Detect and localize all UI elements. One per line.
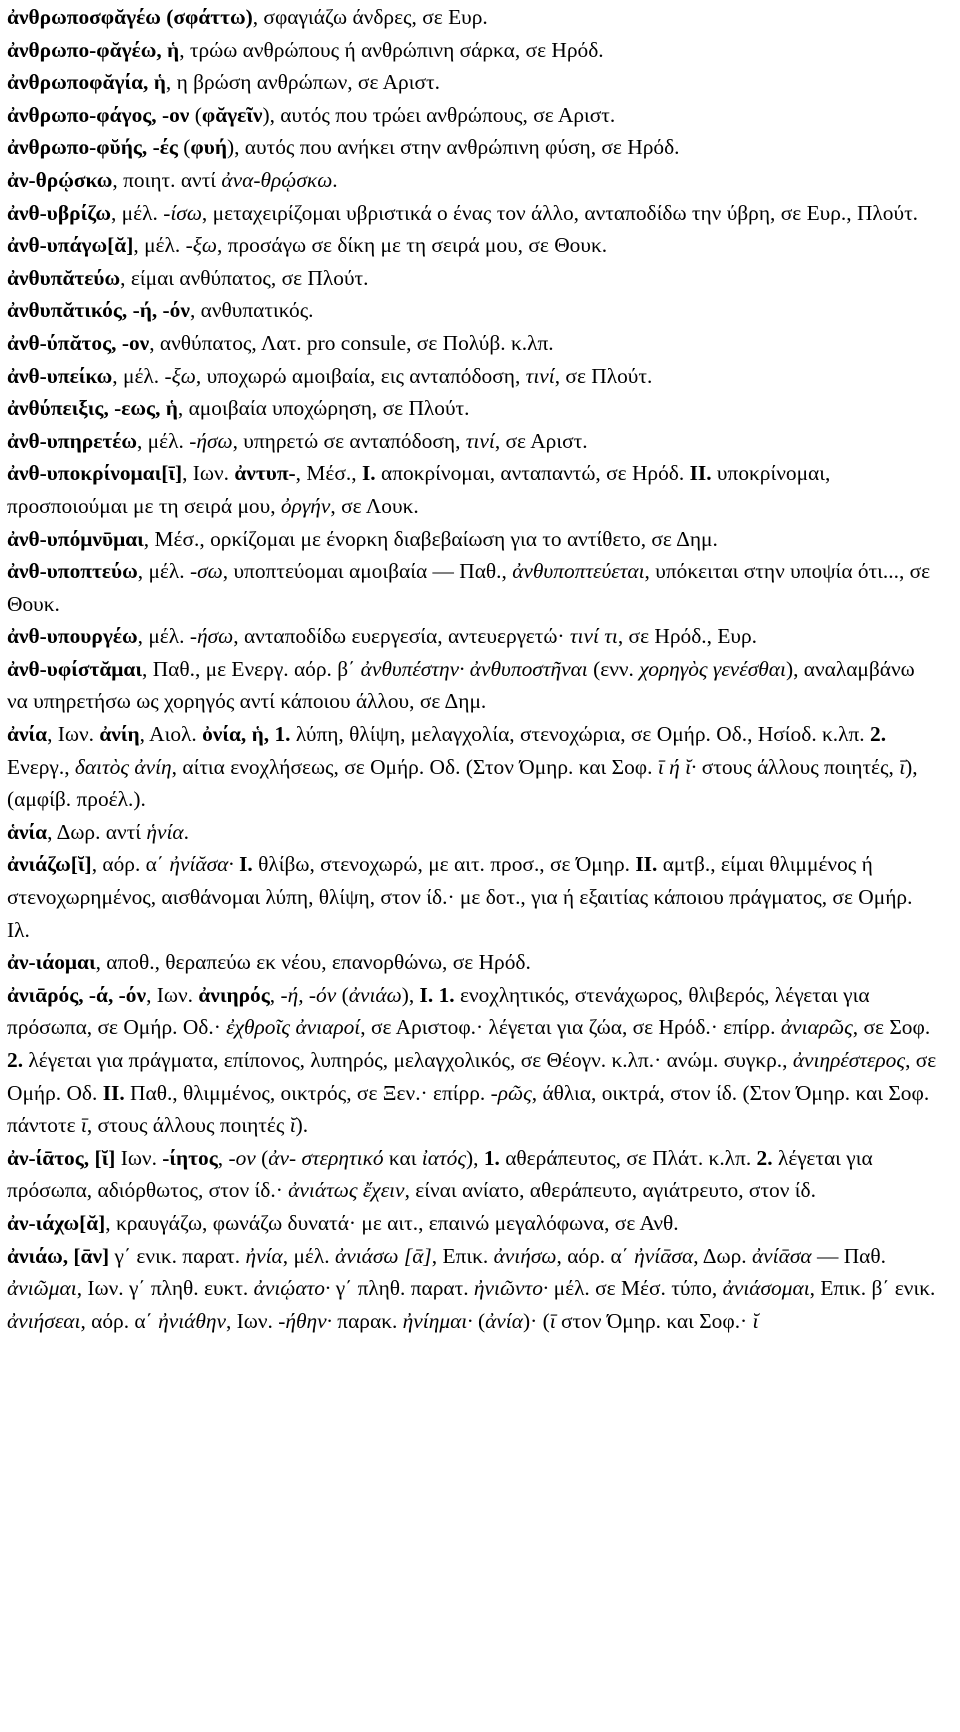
entry-italic-text: ἀνθυπέστην· ἀνθυποστῆναι	[360, 656, 588, 681]
entry-text: γ΄ πληθ. παρατ.	[330, 1276, 474, 1301]
entry-text: Ιων.	[115, 1145, 163, 1170]
dictionary-entry	[7, 946, 940, 979]
entry-text: , Επικ. β΄ ενικ.	[809, 1276, 936, 1301]
dictionary-entry	[7, 229, 940, 262]
dictionary-entry	[7, 327, 940, 360]
entry-text: , υπόκειται στην υποψία ότι..., σε Θουκ.	[7, 559, 931, 616]
entry-italic-text: -σω	[189, 559, 223, 584]
dictionary-entry	[7, 816, 940, 849]
entry-italic-text: ἀνιήσεαι	[7, 1308, 81, 1333]
entry-italic-text: ἠνίᾰσα·	[169, 852, 234, 877]
entry-text: , αίτια ενοχλήσεως, σε Ομήρ. Οδ. (Στον Όμηρ. και Σοφ.	[171, 754, 658, 779]
entry-text: , μέλ.	[133, 233, 186, 258]
entry-italic-text: -ήθην·	[278, 1308, 332, 1333]
entry-italic-text: ἀνιήσω	[493, 1243, 557, 1268]
entry-text: , τρώω ανθρώπους ή ανθρώπινη σάρκα, σε Ηρόδ.	[179, 37, 604, 62]
entry-text: , Ιων.	[182, 461, 235, 486]
entry-text: )· (	[522, 1308, 550, 1333]
entry-italic-text: -ήσω	[189, 624, 234, 649]
entry-text: ,	[217, 1145, 229, 1170]
entry-italic-text: -ήσω	[189, 428, 233, 453]
entry-italic-text: -ίσω	[163, 200, 202, 225]
entry-text: , Δωρ. αντί	[47, 819, 147, 844]
entry-text: ενοχλητικός, στενάχωρος, θλιβερός, λέγεται για πρόσωπα, σε Ομήρ. Οδ.·	[7, 982, 870, 1040]
entry-italic-text: ἀνιάσομαι	[722, 1276, 810, 1301]
entry-text: , στους άλλους ποιητές	[86, 1113, 290, 1138]
entry-italic-text: ἠνίημαι·	[402, 1308, 473, 1333]
entry-text: , Ιων.	[225, 1308, 279, 1333]
entry-italic-text: ἀνιῴατο·	[253, 1276, 331, 1301]
entry-headword: ἀν-ιάομαι	[7, 950, 96, 975]
entry-headword: 1.	[483, 1145, 500, 1170]
entry-headword: II.	[102, 1080, 125, 1105]
entry-text: ), αναλαμβάνω να υπηρετήσω ως χορηγός αντί κάποιου άλλου, σε Δημ.	[7, 656, 915, 714]
entry-headword: ἀν-ίᾱτος, [ῐ]	[7, 1145, 116, 1170]
entry-text: αθεράπευτος, σε Πλάτ. κ.λπ.	[499, 1145, 757, 1170]
entry-headword: ἀνιηρός	[198, 982, 270, 1007]
entry-text: Παθ., θλιμμένος, οικτρός, σε Ξεν.· επίρρ.	[124, 1080, 491, 1105]
entry-headword: ἀνιάω, [ᾱν]	[7, 1243, 110, 1268]
entry-headword: ἀνθ-υποκρίνομαι[ῑ]	[7, 461, 183, 486]
entry-text: στον Όμηρ. και Σοφ.·	[555, 1308, 753, 1333]
entry-text: ), αυτός που τρώει ανθρώπους, σε Αριστ.	[262, 102, 616, 127]
entry-text: , υποχωρώ αμοιβαία, εις ανταπόδοση,	[195, 363, 526, 388]
dictionary-entry	[7, 360, 940, 393]
entry-italic-text: ἀνιάτως ἔχειν	[288, 1178, 405, 1203]
entry-text: , υποπτεύομαι αμοιβαία — Παθ.,	[222, 559, 513, 584]
dictionary-entry	[7, 1240, 940, 1338]
entry-italic-text: -ρῶς	[490, 1080, 532, 1105]
entry-text: , σε Ομήρ. Οδ.	[7, 1048, 937, 1105]
entry-text: (	[336, 982, 349, 1007]
entry-italic-text: ῐ	[289, 1113, 296, 1138]
entry-headword: ἁνία	[7, 819, 48, 844]
dictionary-entry	[7, 523, 940, 556]
entry-text: (	[255, 1145, 269, 1170]
entry-headword: I.	[239, 852, 253, 877]
entry-text: λέγεται για πρόσωπα, αδιόρθωτος, στον ίδ.·	[7, 1145, 873, 1203]
entry-text: , άθλια, οικτρά, στον ίδ. (Στον Όμηρ. και Σοφ. πάντοτε	[7, 1080, 930, 1138]
entry-italic-text: ἀνίᾱσα	[751, 1243, 812, 1268]
entry-text: μέλ. σε Μέσ. τύπο,	[548, 1276, 723, 1301]
entry-headword: ἀνθ-υφίστᾰμαι	[7, 656, 142, 681]
entry-text: (	[472, 1308, 486, 1333]
dictionary-entry	[7, 262, 940, 295]
entry-italic-text: ἀνα-θρῴσκω	[221, 167, 333, 192]
dictionary-entry	[7, 131, 940, 164]
entry-italic-text: ἠνιῶντο·	[473, 1276, 549, 1301]
entry-text: , Μέσ.,	[295, 461, 362, 486]
dictionary-entry	[7, 1142, 940, 1207]
entry-text: , είναι ανίατο, αθεράπευτο, αγιάτρευτο, στον ίδ.	[404, 1178, 816, 1203]
entry-headword: 2.	[7, 1048, 24, 1072]
entry-headword: ἀνθ-υβρίζω	[7, 200, 111, 225]
entry-text: λύπη, θλίψη, μελαγχολία, στενοχώρια, σε Ομήρ. Οδ., Ησίοδ. κ.λπ.	[290, 722, 871, 747]
entry-headword: φυή	[190, 135, 227, 160]
entry-headword: II.	[635, 852, 658, 877]
entry-text: , Αιολ.	[139, 722, 203, 747]
entry-text: , σφαγιάζω άνδρες, σε Ευρ.	[252, 5, 488, 29]
entry-text: (	[189, 102, 202, 127]
dictionary-entry	[7, 425, 940, 458]
entry-headword: ἀνία	[7, 722, 48, 747]
entry-headword: II.	[689, 461, 712, 486]
entry-headword: φᾰγεῖν	[201, 102, 263, 127]
entry-headword: ἀντυπ-	[234, 461, 296, 486]
entry-text: (	[177, 135, 191, 160]
entry-headword: ἀνθ-υποπτεύω	[7, 559, 138, 584]
entry-text: , ποιητ. αντί	[112, 167, 222, 192]
dictionary-entry	[7, 555, 940, 620]
entry-text: , μέλ.	[137, 624, 190, 649]
entry-headword: ἀνθυπᾰτικός, -ή, -όν	[7, 298, 190, 323]
entry-text: ).	[295, 1113, 309, 1138]
entry-text: .	[332, 167, 338, 192]
entry-text: , Δωρ.	[693, 1243, 752, 1268]
dictionary-entry	[7, 1, 940, 34]
entry-text: , αόρ. α΄	[80, 1308, 159, 1333]
entry-text: λέγεται για πράγματα, επίπονος, λυπηρός, μελαγχολικός, σε Θέογν. κ.λπ.· ανώμ. συγκρ.,	[23, 1048, 793, 1072]
entry-text: , σε Αριστ.	[494, 428, 588, 453]
entry-text: Ενεργ.,	[7, 754, 75, 779]
entry-italic-text: ἡνία	[146, 819, 184, 844]
entry-text: , Ιων.	[146, 982, 199, 1007]
dictionary-entry	[7, 653, 940, 718]
entry-text: αμτβ., είμαι θλιμμένος ή στενοχωρημένος, αισθάνομαι λύπη, θλίψη, στον ίδ.· με δοτ., για ή εξαιτίας κάποιου πράγματος, σε Ομήρ. Ιλ.	[7, 852, 913, 942]
entry-text: , προσάγω σε δίκη με τη σειρά μου, σε Θουκ.	[216, 233, 608, 258]
dictionary-entry	[7, 848, 940, 946]
entry-text: , αόρ. α΄	[91, 852, 170, 877]
entry-text: , Ιων.	[47, 722, 100, 747]
dictionary-entry	[7, 99, 940, 132]
entry-headword: ἀνθ-υπουργέω	[7, 624, 138, 649]
entry-headword: ἀνθ-υπάγω[ᾰ]	[7, 233, 134, 258]
entry-text: , ανταποδίδω ευεργεσία, αντευεργετώ·	[233, 624, 570, 649]
entry-text: , μεταχειρίζομαι υβριστικά ο ένας τον άλλο, ανταποδίδω την ύβρη, σε Ευρ., Πλούτ.	[201, 200, 919, 225]
entry-text: ,	[269, 982, 281, 1007]
entry-italic-text: -ξω	[164, 363, 196, 388]
entry-text: , σε Αριστοφ.· λέγεται για ζώα, σε Ηρόδ.· επίρρ.	[360, 1015, 781, 1040]
entry-headword: ἀνθ-υπείκω	[7, 363, 113, 388]
dictionary-entry	[7, 34, 940, 67]
entry-italic-text: ῐ	[752, 1308, 759, 1333]
dictionary-entry	[7, 620, 940, 653]
dictionary-entry	[7, 1207, 940, 1240]
entry-headword: 2.	[756, 1145, 773, 1170]
entry-text: , ανθυπατικός.	[189, 298, 314, 323]
entry-text: , Παθ., με Ενεργ. αόρ. β΄	[142, 656, 361, 681]
entry-text: (ενν.	[587, 656, 640, 681]
entry-headword: ἀνθύπειξις, -εως, ἡ	[7, 396, 178, 421]
entry-text: στους άλλους ποιητές,	[696, 754, 900, 779]
entry-headword: ἀνθ-υπόμνῡμαι	[7, 526, 144, 551]
entry-italic-text: δαιτὸς ἀνίη	[74, 754, 172, 779]
dictionary-entry	[7, 66, 940, 99]
entry-italic-text: ῑ	[80, 1113, 87, 1138]
entry-headword: ἀνιάζω[ῐ]	[7, 852, 92, 877]
entry-headword: ὀνία, ἡ, 1.	[202, 722, 291, 747]
entry-italic-text: ἀνιηρέστερος	[792, 1048, 906, 1072]
entry-text: , μέλ.	[112, 363, 165, 388]
entry-text: ), (αμφίβ. προέλ.).	[7, 754, 918, 812]
entry-italic-text: ἠνίᾱσα	[634, 1243, 694, 1268]
entry-text: — Παθ.	[811, 1243, 886, 1268]
entry-italic-text: ῑ	[549, 1308, 556, 1333]
entry-text: .	[183, 819, 190, 844]
entry-headword: -ίητος	[162, 1145, 218, 1170]
dictionary-entry	[7, 294, 940, 327]
entry-italic-text: ἀνιάω	[348, 982, 402, 1007]
entry-italic-text: -ξω	[185, 233, 217, 258]
entry-headword: 2.	[870, 722, 887, 747]
entry-text: , μέλ.	[136, 428, 190, 453]
entry-text: ),	[401, 982, 420, 1007]
dictionary-entry	[7, 718, 940, 816]
entry-text: ), αυτός που ανήκει στην ανθρώπινη φύση, σε Ηρόδ.	[226, 135, 680, 160]
entry-headword: ἀνθρωποφᾰγία, ἡ	[7, 70, 166, 95]
entry-headword: ἀνθρωποσφᾰγέω (σφάττω)	[7, 5, 253, 29]
entry-italic-text: ἠνία	[245, 1243, 283, 1268]
entry-text: , σε Ηρόδ., Ευρ.	[617, 624, 758, 649]
entry-text: , μέλ.	[110, 200, 164, 225]
entry-text: αποκρίνομαι, ανταπαντώ, σε Ηρόδ.	[375, 461, 690, 486]
entry-text: , κραυγάζω, φωνάζω δυνατά· με αιτ., επαινώ μεγαλόφωνα, σε Ανθ.	[105, 1210, 679, 1235]
entry-text: γ΄ ενικ. παρατ.	[109, 1243, 246, 1268]
entry-headword: ἀν-ιάχω[ᾰ]	[7, 1210, 106, 1235]
entry-italic-text: ὀργήν	[280, 493, 331, 518]
entry-text: ),	[466, 1145, 484, 1170]
entry-headword: ἀνθ-υπηρετέω	[7, 428, 137, 453]
entry-text: , αμοιβαία υποχώρηση, σε Πλούτ.	[177, 396, 470, 421]
entry-text: , Επικ.	[431, 1243, 494, 1268]
entry-italic-text: τινί	[465, 428, 495, 453]
entry-italic-text: ἠνιάθην	[158, 1308, 226, 1333]
entry-text: , Ιων. γ΄ πληθ. ευκτ.	[76, 1276, 254, 1301]
entry-italic-text: -ον	[228, 1145, 256, 1170]
entry-text: , αποθ., θεραπεύω εκ νέου, επανορθώνω, σε Ηρόδ.	[95, 950, 531, 975]
dictionary-entry	[7, 392, 940, 425]
entry-italic-text: ἀνιαρῶς	[780, 1015, 853, 1040]
entry-italic-text: ἀνθυποπτεύεται	[512, 559, 645, 584]
entry-text: , αόρ. α΄	[556, 1243, 635, 1268]
entry-headword: ἀνθ-ύπᾰτος, -ον	[7, 330, 150, 355]
entry-italic-text: ἰατός	[421, 1145, 466, 1170]
dictionary-entry	[7, 457, 940, 522]
entry-text: , μέλ.	[282, 1243, 335, 1268]
entry-italic-text: ἐχθροῖς ἀνιαροί	[226, 1015, 361, 1040]
entry-headword: I.	[361, 461, 376, 486]
entry-italic-text: -ή, -όν	[280, 982, 337, 1007]
entry-text: , Μέσ., ορκίζομαι με ένορκη διαβεβαίωση για το αντίθετο, σε Δημ.	[143, 526, 718, 551]
entry-text: , μέλ.	[137, 559, 190, 584]
entry-text: , ανθύπατος, Λατ. pro consule, σε Πολύβ. κ.λπ.	[149, 330, 554, 355]
dictionary-entry	[7, 164, 940, 197]
entry-italic-text: ἀνιάσω [ᾱ]	[334, 1243, 432, 1268]
entry-text: και	[383, 1145, 422, 1170]
entry-italic-text: ἀνία	[485, 1308, 523, 1333]
entry-headword: ἀνθρωπο-φᾰγέω, ἡ	[7, 37, 180, 62]
entry-italic-text: τινί	[525, 363, 555, 388]
entry-italic-text: ἀνιῶμαι	[7, 1276, 77, 1301]
entry-italic-text: ῑ ή ῐ·	[657, 754, 697, 779]
entry-text: , υπηρετώ σε ανταπόδοση,	[232, 428, 466, 453]
entry-text: , η βρώση ανθρώπων, σε Αριστ.	[165, 70, 440, 95]
entry-headword: ἀν-θρῴσκω	[7, 167, 113, 192]
entry-text: υποκρίνομαι, προσποιούμαι με τη σειρά μου,	[7, 461, 831, 518]
entry-italic-text: τινί τι	[569, 624, 618, 649]
entry-text: , είμαι ανθύπατος, σε Πλούτ.	[120, 265, 369, 290]
entry-headword: I. 1.	[419, 982, 455, 1007]
entry-headword: ἀνιᾱρός, -ά, -όν	[7, 982, 147, 1007]
dictionary-entry	[7, 197, 940, 230]
entry-headword: ἀνθρωπο-φῠής, -ές	[7, 135, 178, 160]
entry-text: , σε Λουκ.	[330, 493, 419, 518]
entry-text: , σε Σοφ.	[852, 1015, 931, 1040]
entry-text: , σε Πλούτ.	[554, 363, 653, 388]
entry-text: θλίβω, στενοχωρώ, με αιτ. προσ., σε Όμηρ.	[252, 852, 636, 877]
entry-headword: ἀνθρωπο-φάγος, -ον	[7, 102, 190, 127]
entry-italic-text: ἀν- στερητικό	[268, 1145, 384, 1170]
entry-italic-text: ῑ	[899, 754, 906, 779]
entry-italic-text: χορηγὸς γενέσθαι	[639, 656, 786, 681]
entry-headword: ἀνθυπᾰτεύω	[7, 265, 121, 290]
dictionary-entry	[7, 979, 940, 1142]
entry-text: παρακ.	[331, 1308, 403, 1333]
entry-headword: ἀνίη	[99, 722, 140, 747]
